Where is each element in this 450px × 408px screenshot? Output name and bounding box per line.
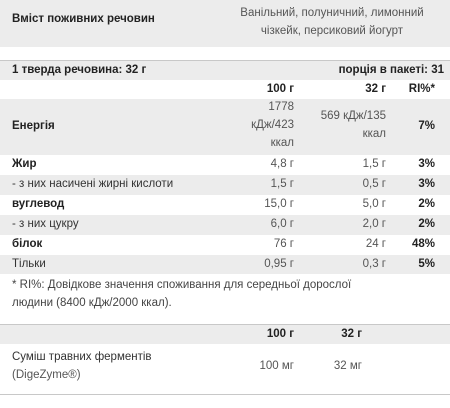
enzyme-name: Суміш травних ферментів: [12, 351, 152, 363]
flavors-line-2: чізкейк, персиковий йогурт: [260, 25, 404, 37]
column-ri: RI%*: [408, 83, 435, 95]
enzyme-value-100g: 100 мг: [259, 360, 294, 372]
nutrient-name: Жир: [12, 158, 37, 170]
footnote-line-1: * RI%: Довідкове значення споживання для середньої дорослої: [12, 279, 352, 291]
nutrient-name: Тільки: [12, 258, 46, 270]
table-row: [0, 235, 450, 255]
energy-100g-line-2: кДж/423: [251, 119, 294, 131]
value-32g: 5,0 г: [362, 198, 386, 210]
value-ri: 2%: [418, 198, 435, 210]
footnote-line-2: людини (8400 кДж/2000 ккал).: [12, 297, 172, 309]
enzyme-header-row: [0, 325, 450, 344]
nutrient-name: - з них насичені жирні кислоти: [12, 178, 174, 190]
enzyme-brand: (DigeZyme®): [12, 369, 81, 381]
enzyme-column-100g: 100 г: [266, 328, 294, 340]
divider: [0, 394, 450, 395]
energy-32g-line-2: ккал: [362, 128, 386, 140]
enzyme-column-32g: 32 г: [341, 328, 362, 340]
value-ri: 2%: [418, 218, 435, 230]
value-ri: 3%: [418, 158, 435, 170]
energy-ri: 7%: [418, 120, 435, 132]
column-header-row: [0, 80, 450, 99]
table-row: [0, 99, 450, 155]
value-100g: 0,95 г: [264, 258, 294, 270]
energy-32g-line-1: 569 кДж/135: [320, 110, 386, 122]
table-row: [0, 215, 450, 235]
serving-size: 1 тверда речовина: 32 г: [12, 64, 147, 76]
value-32g: 1,5 г: [362, 158, 386, 170]
table-row: [0, 195, 450, 215]
value-ri: 48%: [411, 238, 435, 250]
column-per-100g: 100 г: [266, 83, 294, 95]
table-row: [0, 155, 450, 175]
value-100g: 15,0 г: [264, 198, 294, 210]
table-row: [0, 255, 450, 274]
enzyme-value-32g: 32 мг: [333, 360, 362, 372]
energy-100g-line-1: 1778: [268, 101, 294, 113]
value-32g: 0,5 г: [362, 178, 386, 190]
value-ri: 3%: [418, 178, 435, 190]
table-row: [0, 344, 450, 394]
value-32g: 2,0 г: [362, 218, 386, 230]
nutrient-name: Енергія: [12, 120, 55, 132]
value-32g: 24 г: [365, 238, 386, 250]
table-header: [0, 0, 450, 47]
nutrient-name: білок: [12, 238, 43, 250]
value-100g: 6,0 г: [270, 218, 294, 230]
value-ri: 5%: [418, 258, 435, 270]
flavors-line-1: Ванільний, полуничний, лимонний: [240, 7, 424, 19]
serving-row: [0, 61, 450, 80]
value-100g: 76 г: [273, 238, 294, 250]
value-100g: 4,8 г: [270, 158, 294, 170]
nutrient-name: - з них цукру: [12, 218, 79, 230]
servings-per-pack: порція в пакеті: 31: [338, 64, 444, 76]
ri-footnote: [12, 276, 432, 312]
table-row: [0, 175, 450, 195]
column-per-32g: 32 г: [365, 83, 386, 95]
value-100g: 1,5 г: [270, 178, 294, 190]
value-32g: 0,3 г: [362, 258, 386, 270]
nutrient-name: вуглевод: [12, 198, 65, 210]
table-title: Вміст поживних речовин: [12, 13, 155, 25]
energy-100g-line-3: ккал: [270, 137, 294, 149]
